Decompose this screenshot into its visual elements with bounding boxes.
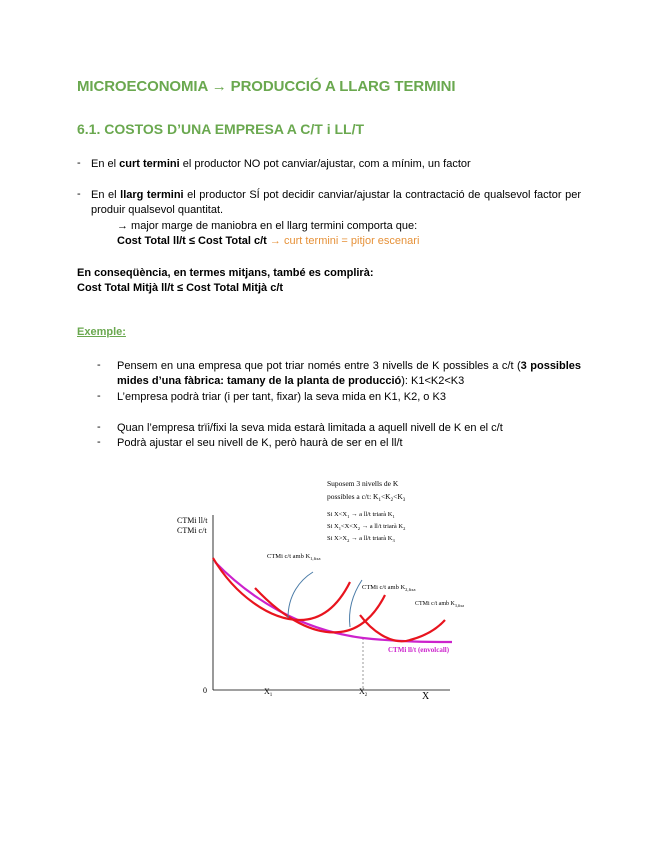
- envelope-label: CTMi ll/t (envolcall): [388, 646, 450, 654]
- box-line-1: Suposem 3 nivells de K: [327, 479, 399, 488]
- arrow-line: → major marge de maniobra en el llarg termini comporta que:: [117, 220, 418, 232]
- y-label-2: CTMi c/t: [177, 526, 207, 535]
- box-line-3: Si $X<X_1 \to a$ ll/t triarà $K_1$: [327, 511, 395, 519]
- bold-text: curt termini: [119, 158, 180, 170]
- x1-label: $X_1$: [264, 687, 273, 698]
- bullet-long-run: [91, 188, 581, 218]
- consequence-line-2: Cost Total Mitjà ll/t ≤ Cost Total Mitjà c/t: [77, 282, 284, 294]
- y-label-1: CTMi ll/t: [177, 516, 208, 525]
- consequence-line-1: En conseqüència, en termes mitjans, també es complirà:: [77, 267, 374, 279]
- section-heading: 6.1. COSTOS D’UNA EMPRESA A C/T i LL/T: [77, 121, 365, 137]
- bullet-dash: -: [77, 157, 81, 169]
- bold-text: llarg termini: [120, 189, 184, 201]
- bold-text: 3 possibles mides d’una fàbrica: tamany de la planta de producció: [117, 360, 581, 387]
- x-axis-label: X: [422, 691, 430, 702]
- marker-arc-1: [288, 572, 313, 618]
- text: el productor NO pot canviar/ajustar, com a mínim, un factor: [179, 158, 471, 170]
- example-bullet-3: Quan l’empresa trïi/fixi la seva mida estarà limitada a aquell nivell de K en el c/t: [117, 422, 503, 434]
- bullet-dash: -: [97, 436, 101, 448]
- short-run-curve-2: [255, 588, 385, 632]
- marker-arc-2: [350, 580, 363, 627]
- curve-2-label: CTMi c/t amb $K_{2,fixa}$: [362, 584, 416, 592]
- text: En el: [91, 189, 121, 201]
- bullet-dash: -: [97, 421, 101, 433]
- page-title: MICROECONOMIA → PRODUCCIÓ A LLARG TERMINI: [77, 78, 456, 95]
- bullet-short-run: [91, 157, 581, 172]
- inequality-line: [117, 234, 419, 249]
- x2-label: $X_2$: [359, 687, 368, 698]
- example-bullet-2: L’empresa podrà triar (i per tant, fixar) la seva mida en K1, K2, o K3: [117, 391, 446, 403]
- example-bullet-1: [117, 359, 581, 389]
- bullet-dash: -: [97, 390, 101, 402]
- curve-1-label: CTMi c/t amb $K_{1,fixa}$: [267, 553, 321, 561]
- bullet-dash: -: [77, 188, 81, 200]
- text: ): K1<K2<K3: [401, 375, 465, 387]
- inequality: Cost Total ll/t ≤ Cost Total c/t: [117, 235, 267, 247]
- example-bullet-4: Podrà ajustar el seu nivell de K, però haurà de ser en el ll/t: [117, 437, 403, 449]
- text: En el: [91, 158, 120, 170]
- inequality-note: → curt termini = pitjor escenari: [266, 235, 420, 247]
- bullet-dash: -: [97, 359, 101, 371]
- curve-3-label: CTMi c/t amb $K_{3,fixa}$: [415, 601, 465, 608]
- text: el productor SÍ pot decidir canviar/ajustar la contractació de qualsevol factor per produir qualsevol quantitat.: [91, 189, 581, 216]
- box-line-4: Si $X_1<X<X_2 \to a$ ll/t triarà $K_2$: [327, 523, 406, 531]
- box-line-5: Si $X>X_2 \to a$ ll/t triarà $K_3$: [327, 535, 395, 543]
- text: Pensem en una empresa que pot triar només entre 3 nivells de K possibles a c/t (: [117, 360, 521, 372]
- box-line-2: possibles a c/t: $K_1<K_2<K_3$: [327, 492, 406, 503]
- origin-label: 0: [203, 686, 207, 695]
- cost-curves-figure: [160, 470, 490, 710]
- assumption-box: [327, 479, 406, 543]
- short-run-curve-3: [360, 615, 445, 641]
- example-label: Exemple:: [77, 326, 126, 338]
